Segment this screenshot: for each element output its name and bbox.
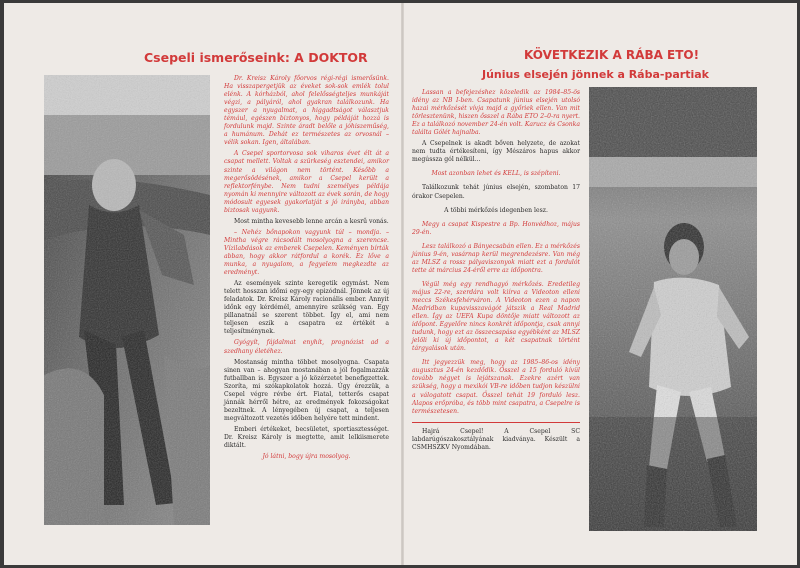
left-paragraph: Emberi értékeket, becsületet, sportiasztességet. Dr. Kreisz Károly is megtette, amit lelkiismerete diktált. [224, 425, 389, 450]
right-article [412, 89, 580, 455]
right-paragraph: A többi mérkőzés idegenben lesz. [444, 206, 548, 214]
right-paragraph: Végül még egy rendhagyó mérkőzés. Eredetileg május 22-re, szerdára volt kiírva a Videoton elleni meccs Székesfehérváron. A Videoton ezen a napon Madridban kupavisszavágót játszik a Real Madrid ellen. Így az UEFA Kupa döntője miatt változott az időpont. Egyelőre nincs konkrét időpontja, csak annyi tudunk, hogy ezt az összecsapása egyébként az MLSZ jelöli ki új időpontot, a két csapatnak történt tárgyalások után. [412, 280, 580, 353]
footer-text: Hajrá Csepel! A Csepel SC labdarúgószakosztályának kiadványa. Készült a CSMHSZKV Nyomdában. [412, 427, 580, 451]
right-paragraph: Találkozunk tehát június elsején, szombaton 17 órakor Csepelen. [412, 184, 580, 200]
right-paragraph: Itt jegyezzük meg, hogy az 1985–86-os idény augusztus 24-én kezdődik. Ősszel a 15 forduló kívül tovább négyet is lejátszanak. Ezekre azért van szükség, hogy a mexikói VB-re időben tudjon készülni a válogatott csapat. Ősszel tehát 19 forduló lesz. Alapos erőpróba, és több mint csapatra, a Csepelre is természetesen. [412, 359, 580, 415]
right-paragraph: Lesz találkozó a Bányecsabán ellen. Ez a mérkőzés június 9-én, vasárnap kerül megrendezésre. Van még az MLSZ a rossz pályaviszonyok miatt ezt a fordulót tette át március 24-éről erre az időpontra. [412, 242, 580, 274]
right-paragraph: Lassan a befejezéshez közeledik az 1984–85-ös idény az NB I-ben. Csapatunk június elsején utolsó hazai mérkőzését vívja majd a győriek ellen. Van mit törlesztenünk, hiszen ősszel a Rába ETO 2–0-ra nyert. Ez a találkozó november 24-én volt. Karucz és Csonka találta Gólét hajnalba. [412, 89, 580, 137]
left-paragraph: Az események szinte keregetik egymást. Nem telett hosszan időmi egy-egy epizódnál. Jönnek az új feladatok. Dr. Kreisz Károly racionális ember. Annyit időnk egy kérdémél, amennyire szükség van. Egy pillanatnál se szerent többet. Így el, ami nem teljesen eszik a csapatra ez értékét a teljesítménynek. [224, 280, 389, 336]
right-paragraph: A Csepelnek is akadt bőven helyzete, de azokat nem tudta értékesíteni, így Mészáros hapus akkor megússza gól nélkül... [412, 140, 580, 164]
left-page-title: Csepeli ismerőseink: A DOKTOR [144, 50, 368, 65]
left-paragraph: Mostanság mintha többet mosolyogna. Csapata sinen van – ahogyan mostanában a jól fogalmazzák futballban is. Egyszer a jó közérzetet benefigzettek. Szoríta, mi szókapkolatok hozzá. Úgy érezzük, a Csepel végre révbe ért. Fiatal, tetterős csapat jánnák hérről hétre, az eredmények fokozságokat bezeltnek. A lényegében új csapat, a teljesen megváltozott vezetés időben helyére tett mindent. [224, 358, 389, 422]
player-photo [589, 87, 757, 531]
doctor-photo [44, 75, 210, 525]
left-article [224, 75, 389, 464]
left-paragraph: A Csepel sportorvosa sok viharos évet élt át a csapat mellett. Voltak a szürkeség esztendei, amikor szinte a világon nem történt. Később a megerősödésének, amikor a Csepel került a reflektorfénybe. Nem tudni személyes példája nyomán ki mennyire változott az évek során, de hogy módosult egyesek gyakorlatját s jó irányba, abban biztosak vagyunk. [224, 150, 389, 214]
left-paragraph: Gyógyít, fájdalmat enyhít, prognózist ad a szedhany életéhez. [224, 339, 389, 355]
program-spread [4, 3, 797, 565]
left-paragraph: – Nehéz bőnapokon vagyunk túl – mondja. – Mintha végre rácsodált mosolyogna a szerencse. Vízilabdások az emberek Csepelen. Keményen bírták abban, hogy akkor rátfordul a korék. Ez lőve a munka, a nyugalom, a fegyelem megkezdte az eredményt. [224, 228, 389, 277]
left-paragraph: Jó látni, bogy újra mosolyog. [262, 453, 351, 461]
right-paragraph: Megy a csapat Kispestre a Bp. Honvédhoz, május 29-én. [412, 220, 580, 236]
right-paragraph: Most azonban lehet és KELL, is szépíteni. [431, 170, 561, 178]
right-page-subtitle: Június elsején jönnek a Rába-partiak [482, 68, 709, 81]
left-paragraph: Dr. Kreisz Károly főorvos régi-régi ismerősünk. Ha visszapergetjük az éveket sok-sok emlék tolul elénk. A kórházból, ahol felelősségteljes munkáját végzi, a pályáról, ahol gyakran találkozunk. Ha egyszer a nyugalmat, a higgadtságot választjuk témául, egészen biztonyos, hogy példáját hozzá is fordulunk majd. Szinte áradt belőle a jóhiszeműség, a humánum. Dehát ez természetes az orvosnál – vélik sokan. Igen, általában. [224, 75, 389, 147]
center-fold [401, 3, 404, 565]
publisher-footer [412, 422, 580, 452]
right-page-title: KÖVETKEZIK A RÁBA ETO! [524, 48, 700, 62]
left-paragraph: Most mintha kevesebb lenne arcán a kesrű vonás. [234, 217, 389, 225]
